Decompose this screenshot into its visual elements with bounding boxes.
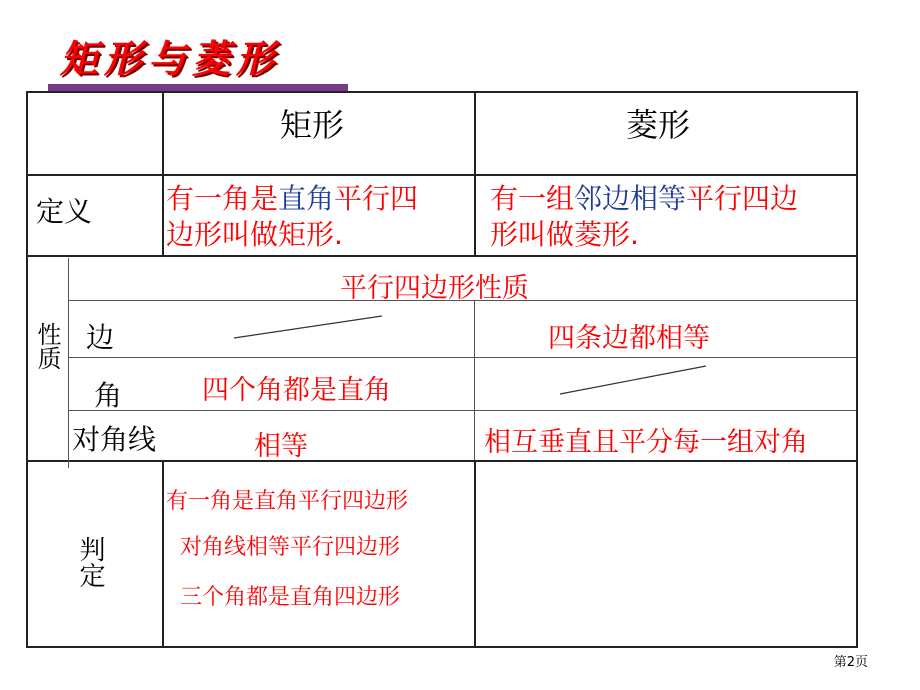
definition-text: 平行四边 <box>686 182 799 215</box>
column-divider <box>474 300 475 460</box>
table-right-border <box>856 91 858 648</box>
angle-label: 角 <box>94 379 123 412</box>
property-subcolumn-divider <box>68 258 69 468</box>
column-divider <box>474 460 476 648</box>
definition-label: 定义 <box>36 195 93 228</box>
header-rectangle: 矩形 <box>280 106 345 144</box>
definition-text: 有一组 <box>490 182 575 215</box>
definition-text: 形叫做菱形. <box>490 218 639 251</box>
row-divider <box>26 460 858 462</box>
definition-text: 有一角是 <box>166 182 279 215</box>
definition-rhombus <box>490 181 798 253</box>
row-divider <box>68 357 856 358</box>
row-divider <box>26 174 858 176</box>
row-divider <box>26 255 858 257</box>
definition-rectangle <box>166 181 418 253</box>
table-bottom-border <box>26 646 858 648</box>
side-rhombus: 四条边都相等 <box>548 323 710 354</box>
properties-common: 平行四边形性质 <box>340 273 529 304</box>
title-underline <box>48 84 348 91</box>
table-top-border <box>26 91 858 93</box>
diagonal-rectangle: 相等 <box>254 431 308 462</box>
definition-keyword: 邻边相等 <box>574 182 687 215</box>
side-label: 边 <box>86 321 115 354</box>
angle-rectangle: 四个角都是直角 <box>202 375 391 406</box>
determination-label: 判定 <box>75 536 105 588</box>
diagonal-rhombus: 相互垂直且平分每一组对角 <box>484 427 808 458</box>
blank-line <box>556 362 716 398</box>
slide-title: 矩形与菱形 <box>60 37 281 81</box>
properties-label: 性质 <box>33 322 61 370</box>
determination-item: 三个角都是直角四边形 <box>180 585 401 610</box>
column-divider <box>474 91 476 255</box>
definition-text: 平行四 <box>334 182 419 215</box>
definition-keyword: 直角 <box>278 182 335 215</box>
page-number: 第2页 <box>833 655 868 670</box>
diagonal-label: 对角线 <box>72 423 157 456</box>
determination-item: 对角线相等平行四边形 <box>180 535 401 560</box>
row-divider <box>68 410 856 411</box>
column-divider <box>162 91 164 255</box>
blank-line <box>230 312 390 342</box>
determination-item: 有一角是直角平行四边形 <box>166 489 409 514</box>
table-left-border <box>26 91 28 648</box>
column-divider <box>162 460 164 648</box>
header-rhombus: 菱形 <box>626 106 691 144</box>
definition-text: 边形叫做矩形. <box>166 218 343 251</box>
